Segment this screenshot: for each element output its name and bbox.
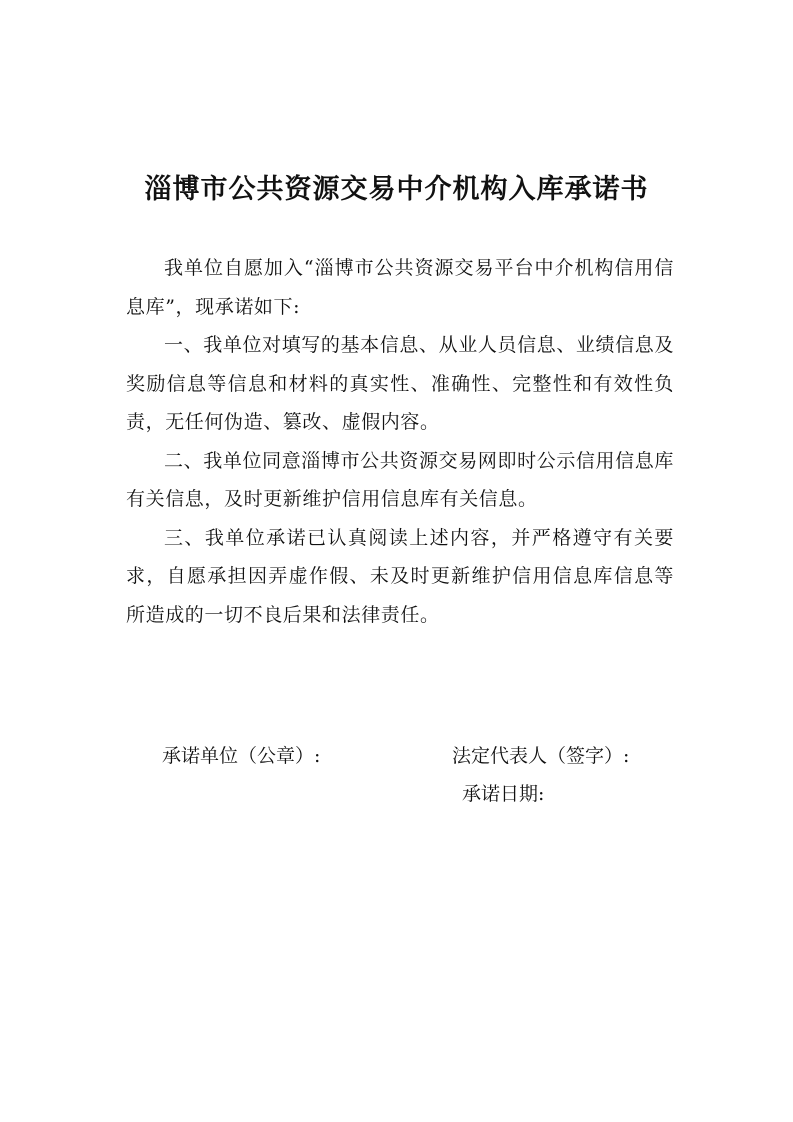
committing-unit-seal-label: 承诺单位（公章）:: [162, 745, 321, 767]
document-title: 淄博市公共资源交易中介机构入库承诺书: [144, 174, 649, 205]
commitment-item-2: 二、我单位同意淄博市公共资源交易网即时公示信用信息库有关信息，及时更新维护信用信息库有关信息。: [126, 449, 674, 510]
commitment-item-1: 一、我单位对填写的基本信息、从业人员信息、业绩信息及奖励信息等信息和材料的真实性、准确性、完整性和有效性负责，无任何伪造、篡改、虚假内容。: [126, 334, 674, 433]
commitment-item-3: 三、我单位承诺已认真阅读上述内容，并严格遵守有关要求，自愿承担因弄虚作假、未及时更新维护信用信息库信息等所造成的一切不良后果和法律责任。: [126, 526, 674, 626]
commitment-date-label: 承诺日期:: [462, 783, 545, 805]
legal-representative-signature-label: 法定代表人（签字）:: [452, 745, 630, 767]
intro-paragraph: 我单位自愿加入“淄博市公共资源交易平台中介机构信用信息库”，现承诺如下:: [126, 257, 674, 318]
document-body: [126, 249, 674, 634]
